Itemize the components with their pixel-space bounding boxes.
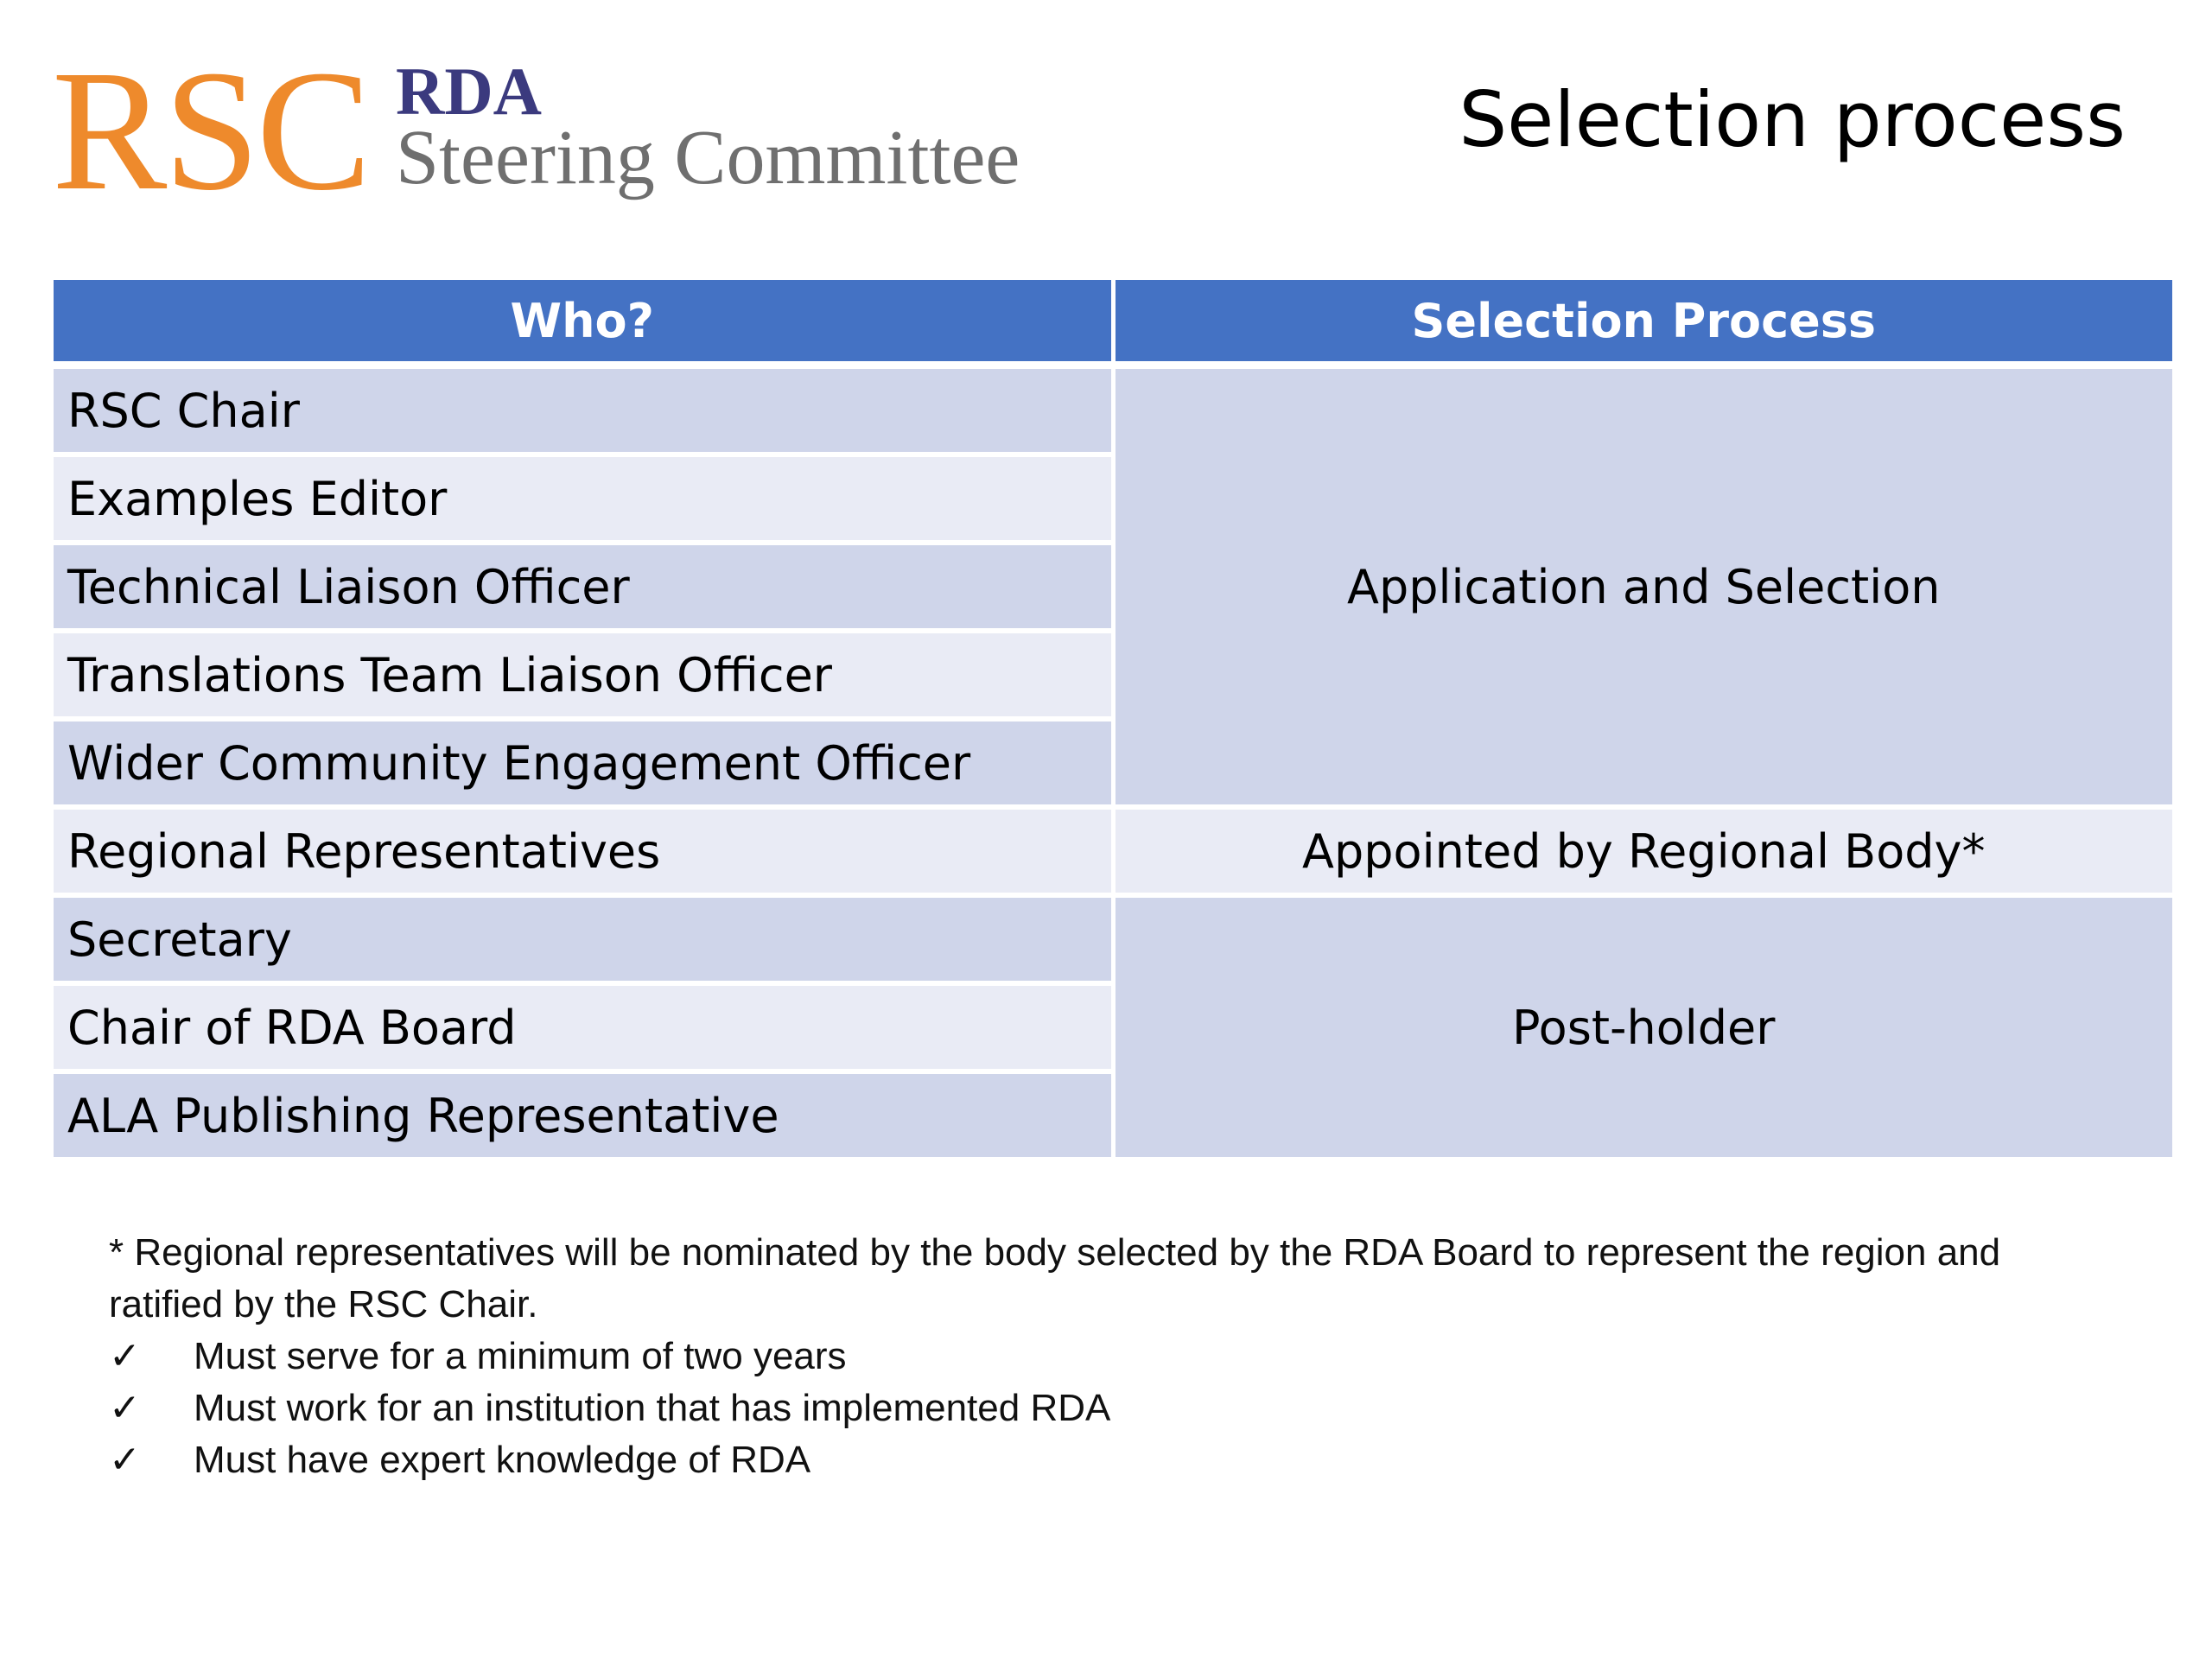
who-cell: Examples Editor (54, 454, 1113, 543)
logo-rsc-text: RSC (52, 35, 369, 226)
who-cell: ALA Publishing Representative (54, 1071, 1113, 1160)
table-header-row (54, 280, 2172, 365)
process-cell: Appointed by Regional Body* (1113, 807, 2172, 895)
who-cell: Regional Representatives (54, 807, 1113, 895)
footnote-text: * Regional representatives will be nominated by the body selected by the RDA Board to represent the region and ratified by the RSC Chair. (109, 1231, 2001, 1325)
who-cell: Secretary (54, 895, 1113, 983)
list-item (109, 1382, 2122, 1434)
who-cell: RSC Chair (54, 365, 1113, 455)
table-row (54, 365, 2172, 455)
who-cell: Technical Liaison Officer (54, 543, 1113, 631)
who-cell: Wider Community Engagement Officer (54, 719, 1113, 807)
requirements-list (109, 1331, 2122, 1486)
process-cell: Application and Selection (1113, 365, 2172, 808)
who-cell: Chair of RDA Board (54, 983, 1113, 1071)
who-cell: Translations Team Liaison Officer (54, 631, 1113, 719)
requirement-text: Must serve for a minimum of two years (194, 1335, 847, 1377)
checkmark-icon: ✓ (109, 1386, 141, 1430)
table-row (54, 895, 2172, 983)
process-cell: Post-holder (1113, 895, 2172, 1160)
header-selection-process: Selection Process (1113, 280, 2172, 365)
selection-table (54, 280, 2172, 1162)
requirement-text: Must work for an institution that has implemented RDA (194, 1387, 1111, 1429)
list-item (109, 1434, 2122, 1486)
checkmark-icon: ✓ (109, 1438, 141, 1482)
page-title: Selection process (1459, 75, 2126, 164)
checkmark-icon: ✓ (109, 1334, 141, 1378)
requirement-text: Must have expert knowledge of RDA (194, 1439, 811, 1481)
table-row (54, 807, 2172, 895)
logo-committee-text: Steering Committee (396, 115, 1020, 200)
header-who: Who? (54, 280, 1113, 365)
notes-section (109, 1227, 2122, 1486)
logo-rda-text: RDA (396, 54, 542, 129)
list-item (109, 1331, 2122, 1382)
